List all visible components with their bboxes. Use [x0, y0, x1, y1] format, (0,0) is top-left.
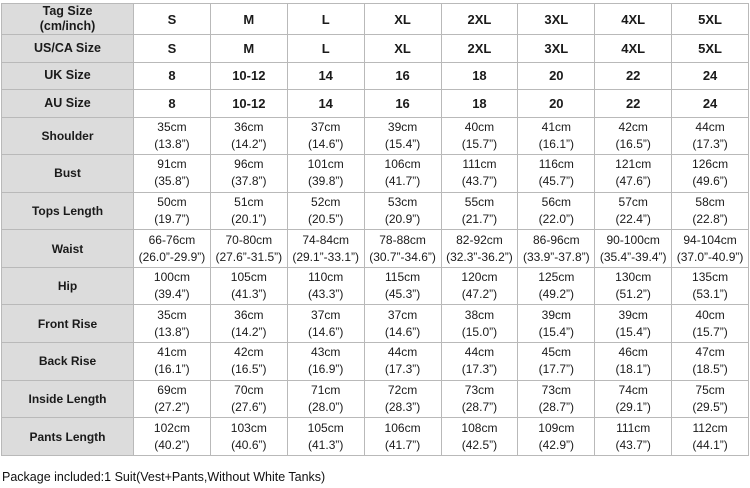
measurement-cm: 46cm [618, 345, 648, 360]
size-header-row [2, 90, 749, 118]
measurement-inch: (30.7”-34.6”) [369, 249, 436, 264]
measurement-inch: (37.0”-40.9”) [676, 249, 744, 264]
measurement-inch: (15.4”) [615, 324, 651, 339]
row-label-text: Tag Size [42, 4, 93, 18]
measurement-cm: 73cm [464, 382, 495, 397]
size-cell: 10-12 [210, 90, 287, 118]
size-table-body [2, 4, 749, 456]
measurement-cell [441, 380, 518, 418]
size-cell: 22 [595, 62, 672, 90]
measurement-inch: (14.6”) [308, 324, 344, 339]
measurement-inch: (27.6”) [231, 399, 267, 414]
size-cell: 4XL [595, 35, 672, 63]
size-cell: 5XL [672, 35, 749, 63]
measurement-cm: 37cm [311, 307, 341, 322]
measurement-inch: (41.3”) [308, 437, 344, 452]
measurement-inch: (14.6”) [308, 136, 344, 151]
measurement-cm: 75cm [695, 382, 725, 397]
measurement-cell [595, 305, 672, 343]
measurement-cm: 66-76cm [148, 232, 196, 247]
measurement-inch: (45.7”) [538, 174, 574, 189]
measurement-inch: (40.6”) [231, 437, 267, 452]
row-label [2, 90, 134, 118]
measurement-cell [210, 380, 287, 418]
measurement-cell [364, 230, 441, 268]
size-cell: M [210, 35, 287, 63]
measurement-row [2, 155, 749, 193]
measurement-cell [134, 155, 211, 193]
measurement-inch: (18.5”) [692, 362, 728, 377]
measurement-cell [134, 117, 211, 155]
measurement-inch: (42.9”) [538, 437, 574, 452]
row-label [2, 62, 134, 90]
size-cell: 3XL [518, 35, 595, 63]
measurement-inch: (14.6”) [384, 324, 421, 339]
measurement-cell [595, 380, 672, 418]
size-cell: 8 [134, 90, 211, 118]
measurement-row [2, 305, 749, 343]
measurement-inch: (21.7”) [461, 211, 498, 226]
measurement-cell [134, 418, 211, 456]
measurement-cm: 38cm [464, 307, 495, 322]
measurement-inch: (28.7”) [538, 399, 574, 414]
measurement-row [2, 117, 749, 155]
size-cell: 2XL [441, 4, 518, 35]
measurement-cell [210, 418, 287, 456]
measurement-inch: (37.8”) [231, 174, 267, 189]
measurement-cm: 36cm [234, 119, 264, 134]
measurement-inch: (41.7”) [384, 437, 421, 452]
measurement-cell [441, 418, 518, 456]
measurement-cm: 42cm [618, 119, 648, 134]
measurement-cell [441, 117, 518, 155]
measurement-cm: 55cm [464, 194, 495, 209]
measurement-cm: 101cm [307, 157, 344, 172]
measurement-cm: 102cm [153, 420, 190, 435]
measurement-cm: 47cm [695, 345, 725, 360]
measurement-cell [518, 230, 595, 268]
measurement-inch: (17.3”) [692, 136, 728, 151]
measurement-cell [210, 155, 287, 193]
measurement-cell [518, 418, 595, 456]
measurement-inch: (17.3”) [384, 362, 421, 377]
measurement-inch: (19.7”) [154, 211, 190, 226]
measurement-cell [134, 267, 211, 305]
measurement-cm: 105cm [307, 420, 344, 435]
size-cell: 3XL [518, 4, 595, 35]
measurement-cell [134, 192, 211, 230]
measurement-cm: 115cm [384, 270, 421, 285]
measurement-inch: (29.1”) [615, 399, 651, 414]
measurement-cm: 105cm [230, 270, 267, 285]
measurement-cell [518, 343, 595, 381]
measurement-cell [287, 267, 364, 305]
row-label: Hip [2, 267, 134, 305]
measurement-inch: (22.4”) [615, 211, 651, 226]
measurement-inch: (47.6”) [615, 174, 651, 189]
size-cell: S [134, 4, 211, 35]
measurement-cm: 82-92cm [456, 232, 503, 247]
size-table [1, 3, 749, 456]
measurement-inch: (49.2”) [538, 287, 574, 302]
measurement-inch: (43.7”) [461, 174, 498, 189]
measurement-cm: 103cm [230, 420, 267, 435]
measurement-cm: 96cm [234, 157, 264, 172]
measurement-inch: (17.3”) [461, 362, 498, 377]
measurement-cm: 74-84cm [302, 232, 350, 247]
measurement-cm: 73cm [541, 382, 571, 397]
size-cell: 24 [672, 62, 749, 90]
measurement-cm: 100cm [153, 270, 190, 285]
measurement-cell [134, 305, 211, 343]
measurement-cell [287, 117, 364, 155]
measurement-cm: 41cm [157, 345, 187, 360]
size-cell: 24 [672, 90, 749, 118]
measurement-cell [210, 230, 287, 268]
measurement-inch: (18.1”) [615, 362, 651, 377]
measurement-cell [518, 305, 595, 343]
measurement-cm: 125cm [538, 270, 575, 285]
measurement-cell [441, 230, 518, 268]
measurement-cell [441, 267, 518, 305]
row-label: Tops Length [2, 192, 134, 230]
row-label [2, 35, 134, 63]
measurement-inch: (22.0”) [538, 211, 574, 226]
measurement-inch: (35.4”-39.4”) [599, 249, 667, 264]
measurement-inch: (14.2”) [231, 136, 267, 151]
measurement-cm: 74cm [618, 382, 648, 397]
measurement-cell [441, 343, 518, 381]
measurement-inch: (20.5”) [308, 211, 344, 226]
measurement-cell [287, 155, 364, 193]
measurement-inch: (43.3”) [308, 287, 344, 302]
measurement-cm: 71cm [311, 382, 341, 397]
measurement-cm: 72cm [387, 382, 418, 397]
measurement-inch: (16.5”) [231, 362, 267, 377]
measurement-inch: (17.7”) [538, 362, 574, 377]
measurement-cm: 39cm [387, 119, 418, 134]
row-label: Back Rise [2, 343, 134, 381]
size-cell: 14 [287, 62, 364, 90]
size-cell: 18 [441, 62, 518, 90]
row-label: Inside Length [2, 380, 134, 418]
measurement-cell [518, 117, 595, 155]
measurement-cell [210, 117, 287, 155]
measurement-inch: (15.4”) [538, 324, 574, 339]
measurement-cell [595, 117, 672, 155]
row-label: Bust [2, 155, 134, 193]
measurement-cm: 43cm [311, 345, 341, 360]
measurement-cm: 69cm [157, 382, 187, 397]
measurement-cell [210, 192, 287, 230]
measurement-cell [364, 380, 441, 418]
row-label-text: UK Size [44, 68, 91, 83]
size-cell: M [210, 4, 287, 35]
measurement-inch: (15.7”) [692, 324, 728, 339]
measurement-cell [287, 230, 364, 268]
measurement-inch: (45.3”) [384, 287, 421, 302]
measurement-cm: 45cm [541, 345, 571, 360]
measurement-cell [672, 230, 749, 268]
measurement-inch: (20.1”) [231, 211, 267, 226]
measurement-inch: (43.7”) [615, 437, 651, 452]
measurement-inch: (22.8”) [692, 211, 728, 226]
measurement-cm: 130cm [615, 270, 652, 285]
size-cell: 20 [518, 90, 595, 118]
measurement-cell [287, 418, 364, 456]
measurement-inch: (39.4”) [154, 287, 190, 302]
measurement-inch: (28.7”) [461, 399, 498, 414]
measurement-cm: 111cm [462, 157, 497, 172]
measurement-cell [364, 192, 441, 230]
measurement-inch: (53.1”) [692, 287, 728, 302]
measurement-cm: 42cm [234, 345, 264, 360]
measurement-cm: 44cm [464, 345, 495, 360]
measurement-cm: 44cm [387, 345, 418, 360]
measurement-inch: (40.2”) [154, 437, 190, 452]
measurement-row [2, 230, 749, 268]
measurement-cm: 78-88cm [379, 232, 426, 247]
measurement-cell [287, 192, 364, 230]
package-note: Package included:1 Suit(Vest+Pants,Without White Tanks) [2, 470, 326, 484]
measurement-cell [518, 155, 595, 193]
row-label-text: AU Size [44, 95, 91, 110]
size-header-row [2, 62, 749, 90]
measurement-cm: 111cm [616, 420, 651, 435]
measurement-cell [210, 343, 287, 381]
measurement-row [2, 343, 749, 381]
size-cell: XL [364, 4, 441, 35]
row-label-subtext: (cm/inch) [39, 19, 96, 33]
measurement-cell [518, 380, 595, 418]
measurement-cm: 106cm [384, 420, 421, 435]
measurement-cm: 109cm [538, 420, 575, 435]
measurement-cm: 121cm [615, 157, 652, 172]
measurement-cell [287, 343, 364, 381]
measurement-cell [287, 305, 364, 343]
measurement-cm: 110cm [308, 270, 344, 285]
measurement-cm: 41cm [541, 119, 571, 134]
measurement-cell [364, 418, 441, 456]
measurement-cm: 70cm [234, 382, 264, 397]
measurement-cell [134, 380, 211, 418]
measurement-inch: (27.6”-31.5”) [215, 249, 283, 264]
measurement-cm: 120cm [461, 270, 498, 285]
measurement-inch: (16.1”) [538, 136, 574, 151]
measurement-cell [595, 418, 672, 456]
measurement-inch: (16.9”) [308, 362, 344, 377]
measurement-cm: 58cm [695, 194, 725, 209]
measurement-cell [518, 267, 595, 305]
measurement-cm: 91cm [157, 157, 187, 172]
measurement-cm: 39cm [618, 307, 648, 322]
measurement-cm: 70-80cm [225, 232, 273, 247]
measurement-cm: 106cm [384, 157, 421, 172]
size-cell: 10-12 [210, 62, 287, 90]
measurement-cell [364, 267, 441, 305]
measurement-cm: 90-100cm [606, 232, 660, 247]
size-cell: 5XL [672, 4, 749, 35]
measurement-cell [672, 117, 749, 155]
measurement-inch: (16.1”) [154, 362, 190, 377]
measurement-cell [595, 230, 672, 268]
measurement-cell [672, 418, 749, 456]
measurement-cell [364, 343, 441, 381]
measurement-inch: (33.9”-37.8”) [522, 249, 590, 264]
measurement-inch: (28.3”) [384, 399, 421, 414]
measurement-cm: 135cm [692, 270, 729, 285]
measurement-cell [672, 192, 749, 230]
measurement-inch: (49.6”) [692, 174, 728, 189]
measurement-cm: 37cm [387, 307, 418, 322]
measurement-cm: 50cm [157, 194, 187, 209]
measurement-cell [287, 380, 364, 418]
size-cell: 16 [364, 62, 441, 90]
measurement-cm: 86-96cm [532, 232, 580, 247]
measurement-cell [441, 192, 518, 230]
size-header-row [2, 35, 749, 63]
row-label [2, 4, 134, 35]
measurement-inch: (51.2”) [615, 287, 651, 302]
measurement-cm: 112cm [692, 420, 728, 435]
measurement-inch: (15.7”) [461, 136, 498, 151]
measurement-inch: (47.2”) [461, 287, 498, 302]
measurement-cell [672, 155, 749, 193]
measurement-cell [595, 155, 672, 193]
measurement-cm: 44cm [695, 119, 725, 134]
size-cell: 20 [518, 62, 595, 90]
measurement-row [2, 380, 749, 418]
measurement-cell [595, 192, 672, 230]
measurement-inch: (27.2”) [154, 399, 190, 414]
measurement-cell [518, 192, 595, 230]
measurement-cm: 116cm [538, 157, 574, 172]
measurement-inch: (20.9”) [384, 211, 421, 226]
measurement-inch: (26.0”-29.9”) [138, 249, 206, 264]
measurement-cm: 40cm [695, 307, 725, 322]
measurement-inch: (14.2”) [231, 324, 267, 339]
measurement-inch: (15.0”) [461, 324, 498, 339]
measurement-cell [134, 343, 211, 381]
size-cell: 8 [134, 62, 211, 90]
measurement-inch: (29.1”-33.1”) [292, 249, 360, 264]
measurement-cm: 94-104cm [683, 232, 737, 247]
size-cell: 22 [595, 90, 672, 118]
size-cell: L [287, 35, 364, 63]
measurement-cm: 36cm [234, 307, 264, 322]
measurement-cm: 52cm [311, 194, 341, 209]
measurement-row [2, 418, 749, 456]
size-cell: 14 [287, 90, 364, 118]
measurement-inch: (15.4”) [384, 136, 421, 151]
measurement-cm: 51cm [234, 194, 264, 209]
row-label: Waist [2, 230, 134, 268]
measurement-cell [210, 267, 287, 305]
size-cell: 4XL [595, 4, 672, 35]
measurement-cm: 37cm [311, 119, 341, 134]
size-cell: XL [364, 35, 441, 63]
measurement-cell [595, 267, 672, 305]
size-cell: L [287, 4, 364, 35]
size-cell: 18 [441, 90, 518, 118]
measurement-inch: (13.8”) [154, 324, 190, 339]
measurement-inch: (42.5”) [461, 437, 498, 452]
measurement-cm: 56cm [541, 194, 571, 209]
measurement-cell [134, 230, 211, 268]
row-label: Front Rise [2, 305, 134, 343]
measurement-cm: 126cm [692, 157, 729, 172]
measurement-cm: 39cm [541, 307, 571, 322]
measurement-inch: (41.7”) [384, 174, 421, 189]
measurement-cm: 53cm [387, 194, 418, 209]
row-label: Pants Length [2, 418, 134, 456]
measurement-cm: 35cm [157, 307, 187, 322]
measurement-cell [672, 305, 749, 343]
measurement-cm: 40cm [464, 119, 495, 134]
measurement-cell [595, 343, 672, 381]
measurement-inch: (39.8”) [308, 174, 344, 189]
measurement-inch: (28.0”) [308, 399, 344, 414]
measurement-cell [672, 380, 749, 418]
row-label-text: US/CA Size [34, 40, 101, 55]
size-cell: 2XL [441, 35, 518, 63]
row-label: Shoulder [2, 117, 134, 155]
measurement-inch: (35.8”) [154, 174, 190, 189]
measurement-cell [364, 305, 441, 343]
size-cell: 16 [364, 90, 441, 118]
measurement-inch: (29.5”) [692, 399, 728, 414]
measurement-inch: (44.1”) [692, 437, 728, 452]
measurement-cm: 57cm [618, 194, 648, 209]
measurement-row [2, 192, 749, 230]
measurement-cell [672, 267, 749, 305]
measurement-cell [672, 343, 749, 381]
measurement-cm: 108cm [461, 420, 498, 435]
measurement-cm: 35cm [157, 119, 187, 134]
size-header-row [2, 4, 749, 35]
measurement-cell [441, 155, 518, 193]
measurement-inch: (32.3”-36.2”) [446, 249, 513, 264]
measurement-cell [364, 117, 441, 155]
measurement-inch: (13.8”) [154, 136, 190, 151]
size-cell: S [134, 35, 211, 63]
measurement-cell [210, 305, 287, 343]
measurement-cell [441, 305, 518, 343]
measurement-cell [364, 155, 441, 193]
measurement-inch: (16.5”) [615, 136, 651, 151]
measurement-inch: (41.3”) [231, 287, 267, 302]
measurement-row [2, 267, 749, 305]
